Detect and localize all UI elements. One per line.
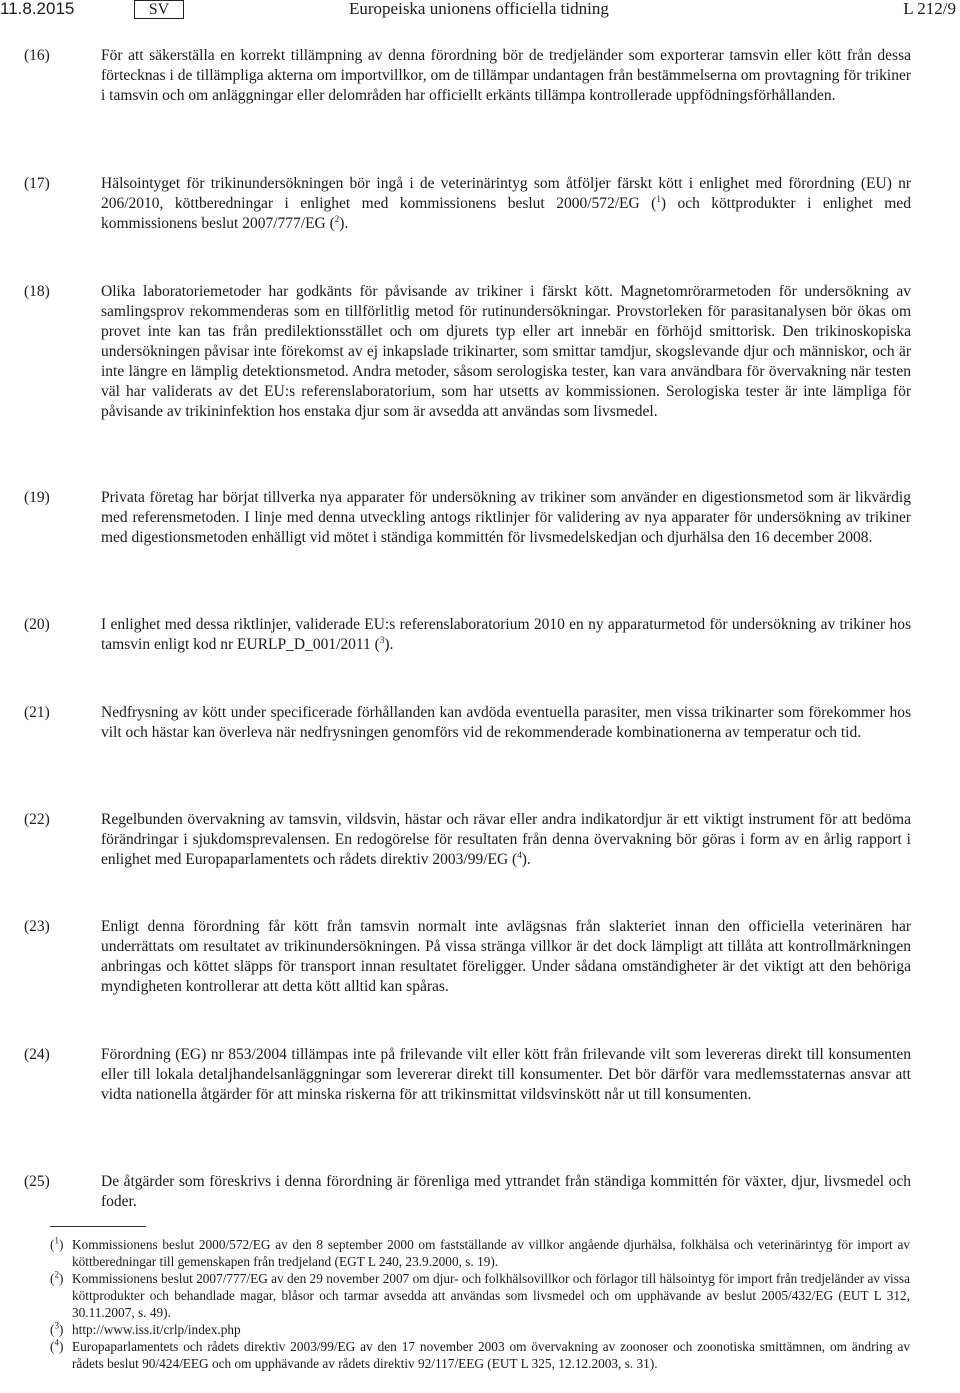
recital-text-part: ).	[521, 851, 531, 868]
recital-text-part: I enlighet med dessa riktlinjer, validerade EU:s referenslaboratorium 2010 en ny apparaturmetod för undersökning av trikiner hos tamsvin enligt kod nr EURLP_D_001/2011 (	[101, 616, 911, 653]
recital-text: Enligt denna förordning får kött från tamsvin normalt inte avlägsnas från slakteriet innan den officiella veterinären har underrättats om resultatet av trikinundersökningen. På vissa stränga villkor är det dock lämpligt att tillåta att kontrollmärkningen anbringas och köttet släpps för transport innan resultatet föreligger. Under sådana omständigheter är det viktigt att den behöriga myndigheten kontrollerar att detta kött alltid kan spåras.	[101, 918, 911, 995]
recital-text-part: Hälsointyget för trikinundersökningen bör ingå i de veterinärintyg som åtföljer färskt kött i enlighet med förordning (EU) nr 206/2010, köttberedningar i enlighet med kommissionens beslut 2000/572/EG (	[101, 175, 911, 212]
footnote-paren: (	[50, 1322, 55, 1337]
recital-number: (24)	[24, 1046, 50, 1063]
page-number: L 212/9	[903, 0, 956, 18]
footnote-paren: )	[58, 1237, 64, 1252]
footnote-paren: )	[58, 1339, 64, 1354]
recital-text-part: ).	[384, 636, 394, 653]
footnote-text: Kommissionens beslut 2007/777/EG av den 29 november 2007 om djur- och folkhälsovillkor och förlagor till hälsointyg för import från tredjeländer av vissa köttprodukter och behandlade magar, blåsor och tarmar avsedda att användas som livsmedel och om upphävande av beslut 2005/432/EG (EUT L 312, 30.11.2007, s. 49).	[72, 1271, 910, 1320]
recital-text-part: Regelbunden övervakning av tamsvin, vildsvin, hästar och rävar eller andra indikatordjur är ett viktigt instrument för att bedöma förändringar i sjukdomsprevalensen. En redogörelse för resultaten från denna övervakning bör göras i form av en årlig rapport i enlighet med Europaparlamentets och rådets direktiv 2003/99/EG (	[101, 811, 911, 868]
recital-text: Privata företag har börjat tillverka nya apparater för undersökning av trikiner som använder en digestionsmetod som är likvärdig med referensmetoden. I linje med denna utveckling antogs riktlinjer för validering av nya apparater för undersökning av trikiner med digestionsmetoden enhälligt vid mötet i ständiga kommittén för livsmedelskedjan och djurhälsa den 16 december 2008.	[101, 489, 911, 546]
recital-text: De åtgärder som föreskrivs i denna förordning är förenliga med yttrandet från ständiga kommittén för växter, djur, livsmedel och foder.	[101, 1173, 911, 1210]
language-badge: SV	[134, 0, 184, 19]
footnote-marker: 4	[54, 1337, 59, 1348]
recital-text-part: ).	[339, 215, 349, 232]
footnote-ref-3[interactable]: 3	[379, 634, 385, 645]
recital-number: (19)	[24, 489, 50, 506]
footnote-link[interactable]: http://www.iss.it/crlp/index.php	[72, 1322, 241, 1337]
recital-text: Olika laboratoriemetoder har godkänts för påvisande av trikiner i färskt kött. Magnetomrörarmetoden för undersökning av samlingsprov rekommenderas som en tillförlitlig metod för rutinundersökningar. Provstorleken för parasitanalysen bör ökas om provet inte kan tas från predilektionsstället och om djurets typ eller art innebär en förhöjd smittorisk. Den trikinoskopiska undersökningen påvisar inte förekomst av ej inkapslade trikinarter, som smittar tamdjur, skogslevande djur och människor, och är inte längre en lämplig detektionsmetod. Andra metoder, såsom serologiska tester, kan vara användbara för övervakning när testen väl har validerats av det EU:s referenslaboratorium, som har utsetts av kommissionen. Serologiska tester är inte lämpliga för påvisande av trikininfektion hos enstaka djur som är avsedda att användas som livsmedel.	[101, 283, 911, 420]
footnote-text: Kommissionens beslut 2000/572/EG av den 8 september 2000 om fastställande av villkor angående djurhälsa, folkhälsa och veterinärintyg för import av köttberedningar till gemenskapen från tredjeland (EGT L 240, 23.9.2000, s. 19).	[72, 1237, 910, 1269]
recital-text: Förordning (EG) nr 853/2004 tillämpas inte på frilevande vilt eller kött från frilevande vilt som levereras direkt till konsumenten eller till lokala detaljhandelsanläggningar som levererar direkt till konsumenter. Det bör därför vara medlemsstaternas ansvar att vidta nationella åtgärder för att minska riskerna för att trikinsmittat vildsvinskött når ut till konsumenten.	[101, 1046, 911, 1103]
footnote-paren: )	[58, 1271, 64, 1286]
journal-title: Europeiska unionens officiella tidning	[349, 0, 609, 18]
footnote-paren: (	[50, 1237, 55, 1252]
footnote-number	[50, 1270, 63, 1287]
footnote-ref-2[interactable]: 2	[334, 213, 340, 224]
footnote-text: Europaparlamentets och rådets direktiv 2003/99/EG av den 17 november 2003 om övervakning av zoonoser och zoonotiska smittämnen, om ändring av rådets beslut 90/424/EEG och om upphävande av rådets direktiv 92/117/EEG (EUT L 325, 12.12.2003, s. 31).	[72, 1339, 910, 1371]
footnote-number	[50, 1338, 63, 1355]
footnote-paren: (	[50, 1339, 55, 1354]
footnote-paren: (	[50, 1271, 55, 1286]
recital-number: (18)	[24, 283, 50, 300]
footnote-ref-1[interactable]: 1	[656, 193, 661, 204]
footnote-marker: 3	[54, 1320, 59, 1331]
recital-text: Nedfrysning av kött under specificerade förhållanden kan avdöda eventuella parasiter, men vissa trikinarter som förekommer hos vilt och hästar kan överleva när nedfrysningen genomförs vid de rekommenderade kombinationerna av temperatur och tid.	[101, 704, 911, 741]
page-header	[0, 0, 960, 22]
footnote-number	[50, 1236, 63, 1253]
recital-number: (17)	[24, 175, 50, 192]
footnote-ref-4[interactable]: 4	[517, 849, 522, 860]
recital-number: (25)	[24, 1173, 50, 1190]
recital-text: För att säkerställa en korrekt tillämpning av denna förordning bör de tredjeländer som exporterar tamsvin eller kött från dessa förtecknas i de tillämpliga akterna om importvillkor, om de tillämpar undantagen från bestämmelserna om provtagning för trikiner i tamsvin och om anläggningar eller delområden har officiellt erkänts tillämpa kontrollerade uppfödningsförhållanden.	[101, 47, 911, 104]
recital-number: (22)	[24, 811, 50, 828]
recital-number: (20)	[24, 616, 50, 633]
recital-number: (21)	[24, 704, 50, 721]
recital-text-part: ) och köttprodukter i enlighet med kommissionens beslut 2007/777/EG (	[101, 195, 911, 232]
publication-date: 11.8.2015	[0, 0, 75, 18]
recital-text	[101, 174, 911, 234]
recital-number: (16)	[24, 47, 50, 64]
recital-text	[101, 615, 911, 655]
footnote-marker: 1	[54, 1235, 59, 1246]
footnote-marker: 2	[54, 1269, 59, 1280]
recital-number: (23)	[24, 918, 50, 935]
footnote-paren: )	[58, 1322, 64, 1337]
footnote-divider	[50, 1226, 146, 1227]
footnote-number	[50, 1321, 63, 1338]
recital-text	[101, 810, 911, 870]
